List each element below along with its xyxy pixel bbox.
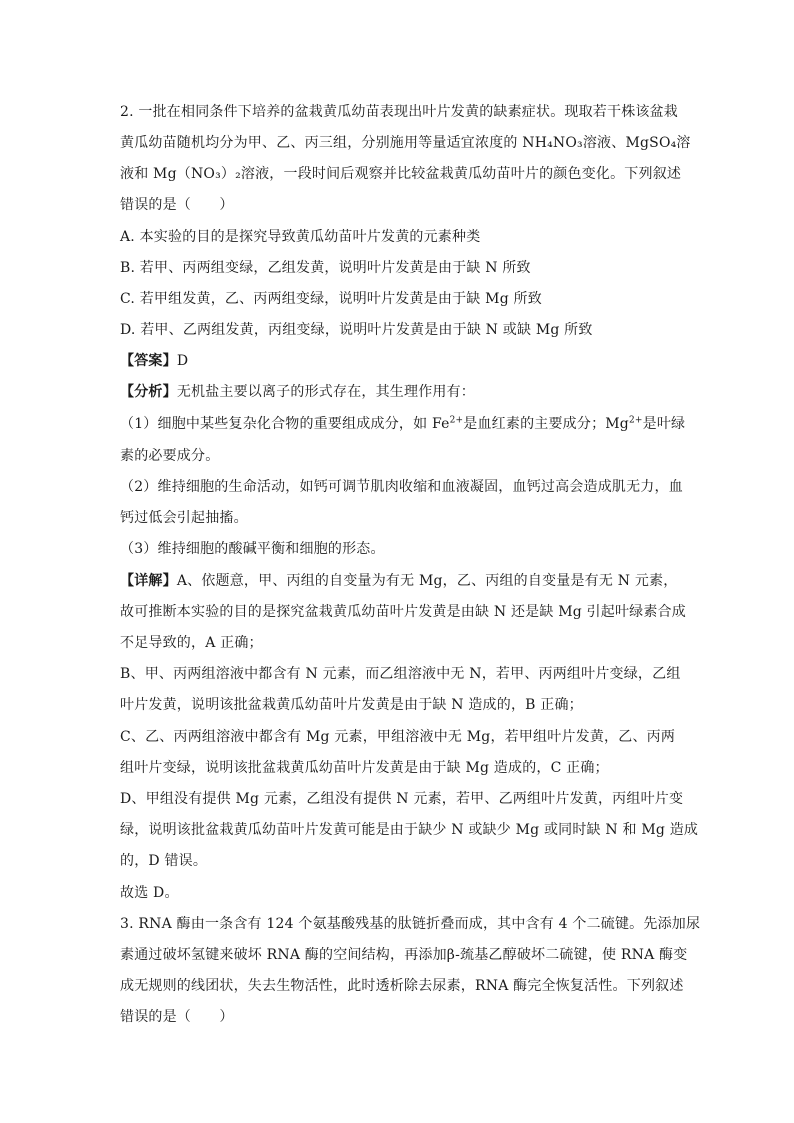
q3-stem-line-2: 素通过破坏氢键来破坏 RNA 酶的空间结构，再添加β-巯基乙醇破坏二硫键，使 RNA 酶变 bbox=[120, 947, 688, 963]
q2-option-a: A. 本实验的目的是探究导致黄瓜幼苗叶片发黄的元素种类 bbox=[120, 229, 481, 245]
analysis-point-3: （3）维持细胞的酸碱平衡和细胞的形态。 bbox=[120, 541, 385, 557]
q2-stem-line-4: 错误的是（ ） bbox=[120, 197, 234, 213]
detail-line-3: 不足导致的，A 正确； bbox=[120, 635, 263, 651]
point-1-text-a: （1）细胞中某些复杂化合物的重要组成成分，如 Fe bbox=[120, 416, 450, 432]
q3-stem-line-4: 错误的是（ ） bbox=[120, 1009, 234, 1025]
q2-option-d: D. 若甲、乙两组发黄，丙组变绿，说明叶片发黄是由于缺 N 或缺 Mg 所致 bbox=[120, 322, 593, 338]
detail-line-5: 叶片发黄，说明该批盆栽黄瓜幼苗叶片发黄是由于缺 N 造成的，B 正确； bbox=[120, 697, 583, 713]
answer-tag: 【答案】 bbox=[120, 353, 177, 369]
point-1-text-b: 是血红素的主要成分；Mg bbox=[463, 416, 629, 432]
analysis-text: 无机盐主要以离子的形式存在，其生理作用有： bbox=[176, 384, 476, 400]
answer-value: D bbox=[176, 353, 189, 369]
q2-analysis bbox=[120, 382, 475, 402]
detail-line-4: B、甲、丙两组溶液中都含有 N 元素，而乙组溶液中无 N，若甲、丙两组叶片变绿，乙组 bbox=[120, 666, 681, 682]
analysis-tag: 【分析】 bbox=[120, 384, 177, 400]
point-1-text-c: 是叶绿 bbox=[642, 416, 686, 432]
q2-option-b: B. 若甲、丙两组变绿，乙组发黄，说明叶片发黄是由于缺 N 所致 bbox=[120, 260, 531, 276]
q2-answer bbox=[120, 351, 188, 371]
detail-line-2: 故可推断本实验的目的是探究盆栽黄瓜幼苗叶片发黄是由缺 N 还是缺 Mg 引起叶绿素合成 bbox=[120, 604, 686, 620]
detail-line-6: C、乙、丙两组溶液中都含有 Mg 元素，甲组溶液中无 Mg，若甲组叶片发黄，乙、丙两 bbox=[120, 729, 676, 745]
detail-line-1 bbox=[120, 571, 677, 591]
detail-tag: 【详解】 bbox=[120, 573, 177, 589]
analysis-point-2-line-2: 钙过低会引起抽搐。 bbox=[120, 510, 248, 526]
q3-stem-line-3: 成无规则的线团状，失去生物活性，此时透析除去尿素，RNA 酶完全恢复活性。下列叙述 bbox=[120, 978, 684, 994]
detail-text-1: A、依题意，甲、丙组的自变量为有无 Mg，乙、丙组的自变量是有无 N 元素， bbox=[176, 573, 678, 589]
mg-charge: 2+ bbox=[628, 415, 643, 426]
fe-charge: 2+ bbox=[449, 415, 464, 426]
q3-stem-line-1: 3. RNA 酶由一条含有 124 个氨基酸残基的肽链折叠而成，其中含有 4 个二硫键。先添加尿 bbox=[120, 916, 701, 932]
q2-option-c: C. 若甲组发黄，乙、丙两组变绿，说明叶片发黄是由于缺 Mg 所致 bbox=[120, 291, 542, 307]
analysis-point-1-line-1 bbox=[120, 414, 685, 434]
q2-stem-line-2: 黄瓜幼苗随机均分为甲、乙、丙三组，分别施用等量适宜浓度的 NH₄NO₃溶液、MgSO₄溶 bbox=[120, 135, 691, 151]
q2-stem-line-1: 2. 一批在相同条件下培养的盆栽黄瓜幼苗表现出叶片发黄的缺素症状。现取若干株该盆栽 bbox=[120, 104, 679, 120]
detail-line-10: 的，D 错误。 bbox=[120, 853, 208, 869]
detail-line-9: 绿，说明该批盆栽黄瓜幼苗叶片发黄可能是由于缺少 N 或缺少 Mg 或同时缺 N 和 Mg 造成 bbox=[120, 822, 699, 838]
analysis-point-2-line-1: （2）维持细胞的生命活动，如钙可调节肌肉收缩和血液凝固，血钙过高会造成肌无力，血 bbox=[120, 479, 683, 495]
analysis-point-1-line-2: 素的必要成分。 bbox=[120, 448, 220, 464]
q2-stem-line-3: 液和 Mg（NO₃）₂溶液，一段时间后观察并比较盆栽黄瓜幼苗叶片的颜色变化。下列叙述 bbox=[120, 166, 682, 182]
detail-line-7: 组叶片变绿，说明该批盆栽黄瓜幼苗叶片发黄是由于缺 Mg 造成的，C 正确； bbox=[120, 760, 609, 776]
detail-line-11: 故选 D。 bbox=[120, 885, 179, 901]
detail-line-8: D、甲组没有提供 Mg 元素，乙组没有提供 N 元素，若甲、乙两组叶片发黄，丙组叶片变 bbox=[120, 791, 684, 807]
